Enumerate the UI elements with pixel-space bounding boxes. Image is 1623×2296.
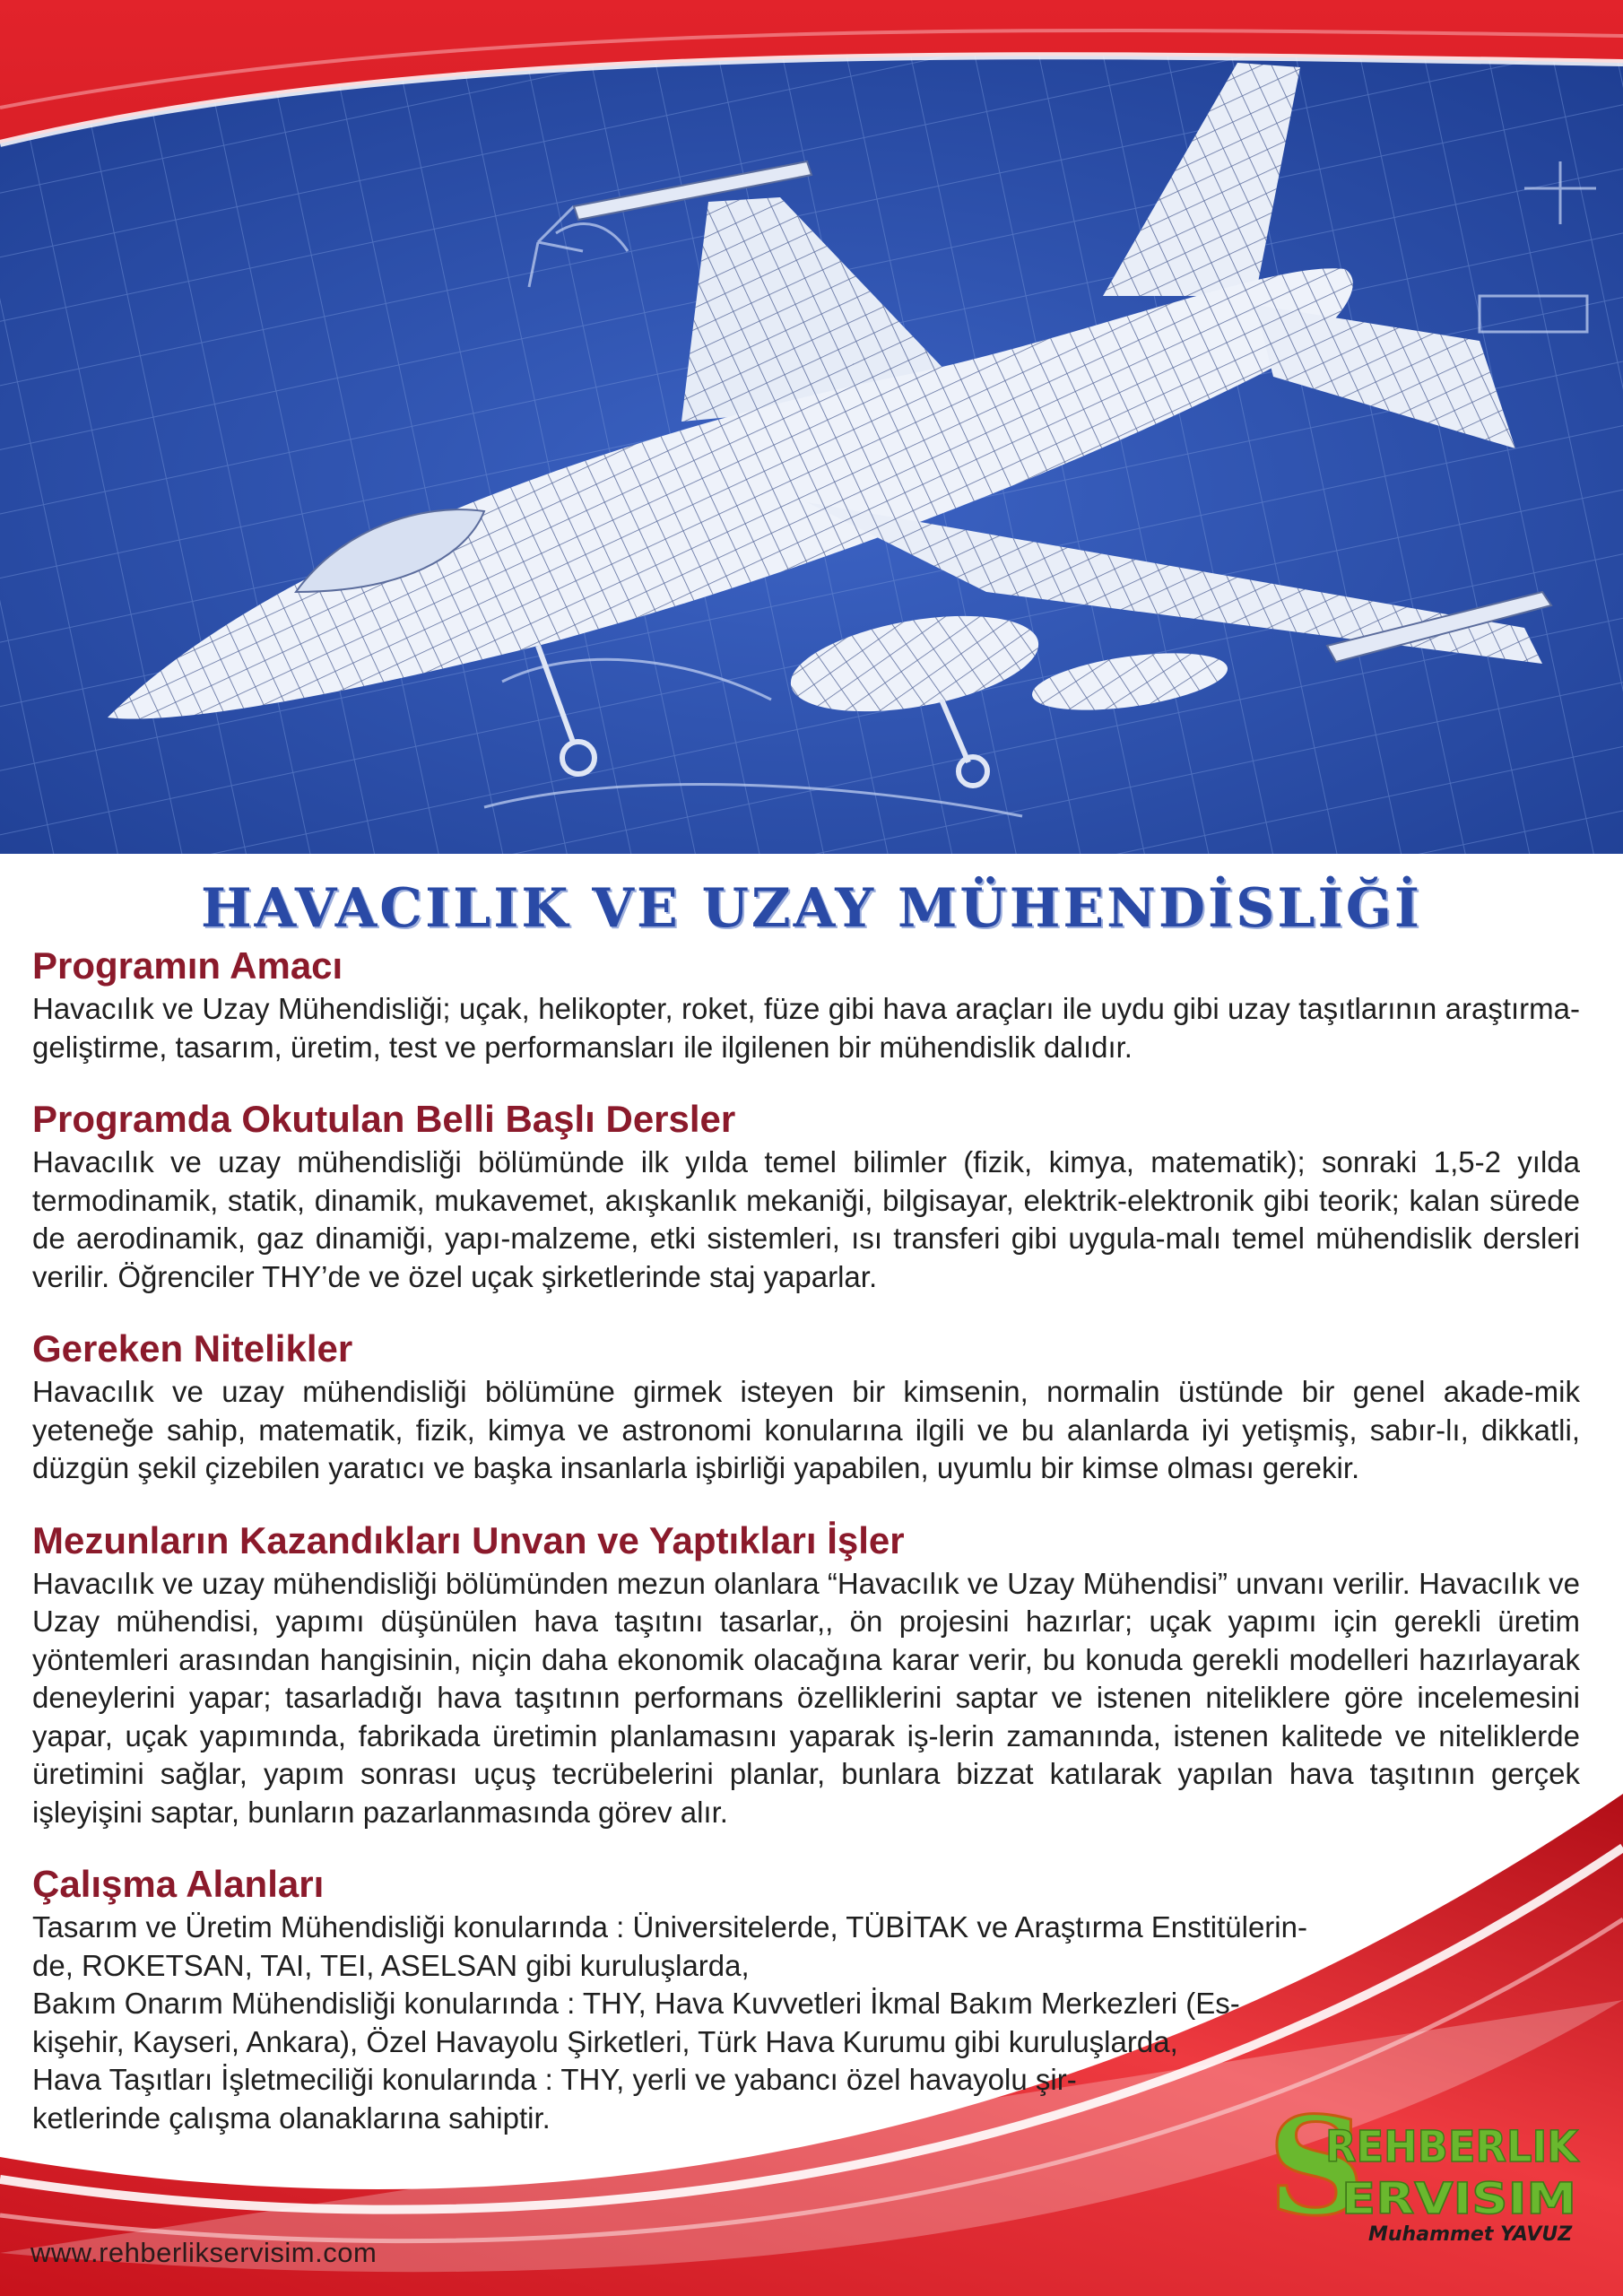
section-work-areas	[32, 1862, 1580, 2137]
work-area-line: Bakım Onarım Mühendisliği konularında : THY, Hava Kuvvetleri İkmal Bakım Merkezleri (Es-	[32, 1987, 1240, 2020]
section-requirements	[32, 1326, 1580, 1488]
work-area-line: ketlerinde çalışma olanaklarına sahiptir.	[32, 2100, 551, 2135]
section-courses	[32, 1097, 1580, 1296]
section-heading: Gereken Nitelikler	[32, 1327, 353, 1370]
logo-line1: REHBERLIK	[1325, 2122, 1580, 2172]
hero-illustration	[0, 0, 1623, 854]
section-heading: Çalışma Alanları	[32, 1863, 325, 1905]
work-area-line: de, ROKETSAN, TAI, TEI, ASELSAN gibi kuruluşlarda,	[32, 1948, 750, 1982]
rehberlik-servisim-logo	[1263, 2106, 1585, 2258]
section-body: Havacılık ve uzay mühendisliği bölümünde ilk yılda temel bilimler (fizik, kimya, matematik); sonraki 1,5-2 yılda termodinamik, statik, dinamik, mukavemet, akışkanlık mekaniği, bilgisayar, elektrik-elektronik gibi teorik; kalan sürede de aerodinamik, gaz dinamiği, yapı-malzeme, etki sistemleri, ısı transferi gibi uygula-malı temel mühendislik dersleri verilir. Öğrenciler THY’de ve özel uçak şirketlerinde staj yaparlar.	[32, 1145, 1580, 1293]
work-area-line: Hava Taşıtları İşletmeciliği konularında : THY, yerli ve yabancı özel havayolu şir-	[32, 2063, 1077, 2096]
section-body	[32, 1909, 1580, 2137]
work-area-line: kişehir, Kayseri, Ankara), Özel Havayolu Şirketleri, Türk Hava Kurumu gibi kuruluşlarda,	[32, 2024, 1178, 2058]
page-title: HAVACILIK VE UZAY MÜHENDİSLİĞİ	[200, 877, 1422, 940]
section-program-purpose	[32, 944, 1580, 1066]
logo-s-glyph: S	[1268, 2106, 1366, 2246]
logo-author: Muhammet YAVUZ	[1368, 2223, 1573, 2246]
section-body: Havacılık ve uzay mühendisliği bölümünden mezun olanlara “Havacılık ve Uzay Mühendisi” unvanı verilir. Havacılık ve Uzay mühendisi, yapımı düşünülen hava taşıtını tasarlar,, ön projesini hazırlar; uçak yapımı için gerekli üretim yöntemleri arasından hangisinin, niçin daha ekonomik olacağına karar verir, bu konuda gerekli modelleri hazırlayarak deneylerini yapar; tasarladığı hava taşıtının performans özelliklerini saptar ve istenen niteliklere göre incelemesini yapar, uçak yapımında, fabrikada üretimin planlamasını yaparak iş-lerin zamanında, istenen kalitede ve niteliklerde üretimini sağlar, yapım sonrası uçuş tecrübelerini planlar, bunlara bizzat katılarak yapılan hava taşıtının gerçek işleyişini saptar, bunların pazarlanmasında görev alır.	[32, 1566, 1580, 1829]
section-heading: Programın Amacı	[32, 944, 343, 987]
main-content	[32, 944, 1580, 2168]
section-graduate-titles	[32, 1518, 1580, 1832]
logo-line2: ERVISIM	[1341, 2174, 1576, 2224]
section-heading: Mezunların Kazandıkları Unvan ve Yaptıkları İşler	[32, 1518, 905, 1561]
section-heading: Programda Okutulan Belli Başlı Dersler	[32, 1098, 736, 1140]
footer-website: www.rehberlikservisim.com	[30, 2237, 378, 2268]
work-area-line: Tasarım ve Üretim Mühendisliği konularında : Üniversitelerde, TÜBİTAK ve Araştırma Enstitülerin-	[32, 1910, 1307, 1944]
section-body: Havacılık ve Uzay Mühendisliği; uçak, helikopter, roket, füze gibi hava araçları ile uydu gibi uzay taşıtlarının araştırma-geliştirme, tasarım, üretim, test ve performansları ile ilgilenen bir mühendislik dalıdır.	[32, 992, 1580, 1064]
section-body: Havacılık ve uzay mühendisliği bölümüne girmek isteyen bir kimsenin, normalin üstünde bir genel akade-mik yeteneğe sahip, matematik, fizik, kimya ve astronomi konularına ilgili ve bu alanlarda iyi yetişmiş, sabır-lı, dikkatli, düzgün şekil çizebilen yaratıcı ve başka insanlarla işbirliği yapabilen, uyumlu bir kimse olması gerekir.	[32, 1375, 1580, 1484]
